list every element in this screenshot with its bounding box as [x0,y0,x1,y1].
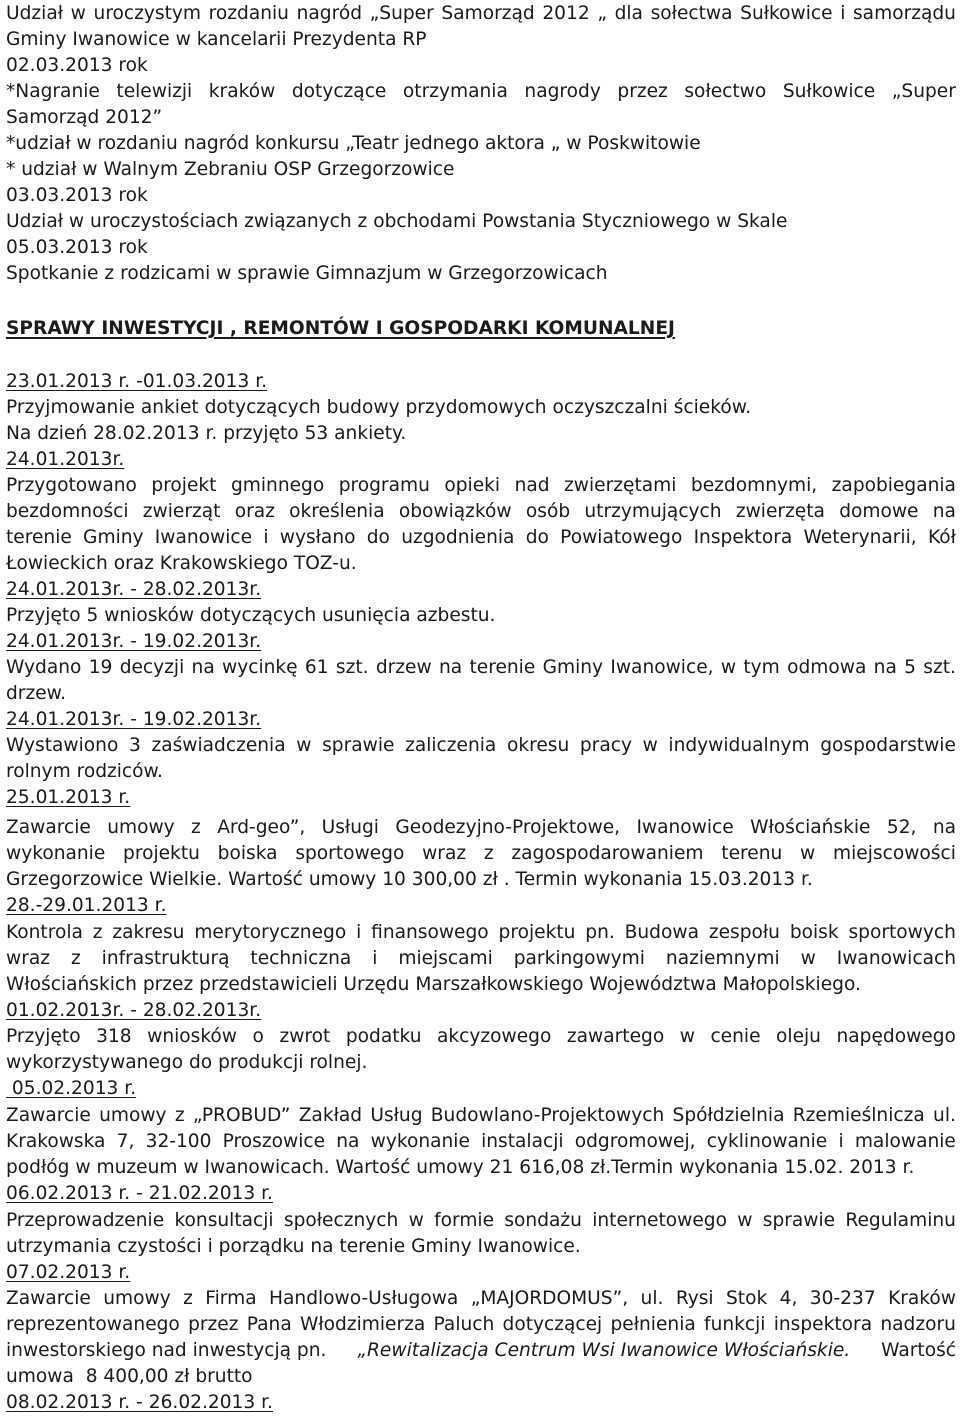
word: Samorząd [441,3,535,24]
word: Kół [927,527,956,548]
word: sportowych [848,922,956,943]
word: szt. [923,657,956,678]
word: Budowlano-Projektowych [430,1105,665,1126]
word: w [679,1026,695,1047]
word: sprawie [322,735,395,756]
word: zaliczenia [405,735,497,756]
word: Iwanowice [636,817,734,838]
entry-text [6,1103,956,1129]
word: Budowa [624,922,699,943]
word: 318 [96,1026,132,1047]
word: przez [617,81,668,102]
word: Geodezyjno-Projektowe, [395,817,621,838]
word: Iwanowicach [836,948,956,969]
word: instalacji [481,1131,564,1152]
word: sprawie [762,1210,836,1231]
word: Przygotowano [6,475,137,496]
word: w [642,735,658,756]
word: parkingowymi [513,948,645,969]
word: z [483,843,494,864]
entry-text: drzew. [6,683,67,704]
entry-date: 25.01.2013 r. [6,787,131,808]
entry-text [6,655,956,681]
word: sportowego [295,843,405,864]
word: internetowego [592,1210,727,1231]
word: Przeprowadzenie [6,1210,165,1231]
word: 7, [116,1131,135,1152]
word: cyklinowanie [706,1131,828,1152]
word: 52, [886,817,917,838]
word: dotyczącej [502,1314,603,1335]
word: projektu [123,843,200,864]
word: utrzymujących [584,501,722,522]
entry-text [6,525,956,551]
word: społecznych [283,1210,399,1231]
word: umowy [103,1288,171,1309]
word: 3 [128,735,141,756]
paragraph-line [6,1,956,27]
word: Włodzimierza [299,1314,426,1335]
word: „MAJORDOMUS”, [470,1288,629,1309]
word: na [873,657,897,678]
word: dotyczące [291,81,387,102]
word: Handlowo-Usługowa [269,1288,459,1309]
word: w [296,735,312,756]
word: bezdomnymi, [690,475,818,496]
entry-text [6,1129,956,1155]
word: „Super [369,3,434,24]
word: miejscami [398,948,493,969]
word: pn. [585,922,615,943]
word: 30-237 [809,1288,876,1309]
word: i [372,948,378,969]
word: Usługi [321,817,379,838]
word: wycinkę [222,657,298,678]
word: Gminy [83,527,144,548]
entry-date: 28.-29.01.2013 r. [6,895,167,916]
word: zwierzętami [564,475,677,496]
entry-date: 08.02.2013 r. - 26.02.2013 r. [6,1392,273,1413]
word: Kontrola [6,922,83,943]
word: „ [597,3,607,24]
paragraph-line [6,79,956,105]
paragraph-line: Samorząd 2012” [6,107,163,128]
word: Usług [370,1105,423,1126]
entry-text [6,473,956,499]
word: wniosków [147,1026,238,1047]
word: dla [614,3,643,24]
word: zwrot [279,1026,331,1047]
word: 61 [304,657,329,678]
entry-text [6,1338,956,1364]
word: Sułkowice [740,3,833,24]
word: Zakład [298,1105,363,1126]
word: bezdomności [6,501,129,522]
word: terenu [721,843,783,864]
paragraph-line: Spotkanie z rodzicami w sprawie Gimnazjum w Grzegorzowicach [6,263,608,284]
word: decyzji [119,657,185,678]
word: Włościańskie [750,817,871,838]
word: konsultacji [174,1210,274,1231]
word: terenie [469,657,536,678]
word: gospodarstwie [820,735,956,756]
entry-text: umowa 8 400,00 zł brutto [6,1366,253,1387]
word: malowanie [854,1131,956,1152]
word: szt. [335,657,369,678]
word: boiska [217,843,278,864]
word: przez [188,1314,239,1335]
word: na [932,817,956,838]
word: wraz [422,843,467,864]
word: uzgodnienia [401,527,515,548]
word: Sułkowice [782,81,876,102]
word: zawartego [566,1026,665,1047]
entry-date: 23.01.2013 r. -01.03.2013 r. [6,371,268,392]
entry-date: 24.01.2013r. - 19.02.2013r. [6,631,262,652]
entry-text: utrzymania czystości i porządku na terenie Gminy Iwanowice. [6,1236,581,1257]
word: w [408,1210,424,1231]
word: 5 [904,657,916,678]
word: Zawarcie [6,817,91,838]
word: ul. [640,1288,664,1309]
word: umowy [107,817,175,838]
word: zwierzęta [735,501,825,522]
word: w [70,3,86,24]
word: 2012 [542,3,590,24]
date-line: 05.03.2013 rok [6,237,148,258]
paragraph-line: Udział w uroczystościach związanych z obchodami Powstania Styczniowego w Skale [6,211,788,232]
entry-date: 06.02.2013 r. - 21.02.2013 r. [6,1183,273,1204]
word: Gminy [542,657,604,678]
entry-text-part: Wartość [875,1340,956,1361]
word: Wystawiono [6,735,119,756]
word: boisk [789,922,839,943]
entry-text: wykorzystywanego do produkcji rolnej. [6,1052,368,1073]
word: kraków [208,81,276,102]
word: gminnego [230,475,325,496]
word: uroczystym [93,3,202,24]
word: i [838,1131,844,1152]
word: Pana [246,1314,292,1335]
word: projekt [151,475,217,496]
word: zakresu [112,922,185,943]
word: i [356,922,362,943]
word: zaświadczenia [151,735,286,756]
word: ul. [933,1105,956,1126]
word: umowy [99,1105,167,1126]
entry-text [6,946,956,972]
entry-date: 05.02.2013 r. [6,1078,137,1099]
word: terenie [6,527,72,548]
paragraph-line: *udział w rozdaniu nagród konkursu „Teatr jednego aktora „ w Poskwitowie [6,133,701,154]
word: oraz [234,501,275,522]
word: akcyzowego [437,1026,552,1047]
word: 4, [779,1288,798,1309]
word: *Nagranie [6,81,100,102]
word: zapobiegania [831,475,956,496]
word: finansowego [371,922,489,943]
word: reprezentowanego [6,1314,180,1335]
word: do [525,527,549,548]
word: w [800,948,816,969]
word: wraz [6,948,51,969]
word: merytorycznego [194,922,347,943]
word: obowiązków [398,501,512,522]
word: Proszowice [222,1131,326,1152]
word: otrzymania [402,81,508,102]
word: Rzemieślnicza [792,1105,925,1126]
word: Przyjęto [6,1026,81,1047]
entry-text: podłóg w muzeum w Iwanowicach. Wartość umowy 21 616,08 zł.Termin wykonania 15.02. 2013 r. [6,1157,915,1178]
entry-text: Przyjmowanie ankiet dotyczących budowy przydomowych oczyszczalni ścieków. [6,397,752,418]
entry-text: rolnym rodziców. [6,761,163,782]
word: Firma [205,1288,257,1309]
word: techniczna [250,948,352,969]
word: w [737,1210,753,1231]
word: Zawarcie [6,1288,91,1309]
entry-text: Łowieckich oraz Krakowskiego TOZ-u. [6,553,357,574]
word: z [92,922,103,943]
word: wysłano [279,527,356,548]
word: w [720,657,737,678]
word: zwierząt [142,501,221,522]
word: Krakowska [6,1131,106,1152]
word: Udział [6,3,64,24]
entry-text [6,1024,956,1050]
entry-text: Włościańskich przez przedstawicieli Urzędu Marszałkowskiego Województwa Małopolskiego. [6,974,861,995]
word: i [263,527,269,548]
word: pełnienia [610,1314,696,1335]
entry-text [6,499,956,525]
word: wykonanie [370,1131,470,1152]
word: drzew [375,657,432,678]
date-line: 03.03.2013 rok [6,185,148,206]
word: pracy [579,735,632,756]
entry-text-part: inwestorskiego nad inwestycją pn. [6,1340,333,1361]
word: sołectwo [684,81,767,102]
entry-date: 24.01.2013r. - 28.02.2013r. [6,579,262,600]
word: Iwanowice [154,527,253,548]
word: 32-100 [145,1131,212,1152]
word: funkcji [704,1314,766,1335]
word: z [183,1288,193,1309]
word: inspektora [773,1314,873,1335]
word: sołectwa [650,3,733,24]
word: odgromowej, [574,1131,696,1152]
word: domowe [839,501,919,522]
word: naziemnymi [665,948,780,969]
word: zespołu [708,922,780,943]
word: telewizji [116,81,193,102]
project-title: „Rewitalizacja Centrum Wsi Iwanowice Włościańskie. [357,1340,851,1361]
word: nad [514,475,550,496]
entry-text [6,841,956,867]
word: na [439,657,463,678]
word: infrastrukturą [101,948,230,969]
word: Weterynarii, [803,527,917,548]
word: formie [434,1210,495,1231]
entry-text [6,733,956,759]
word: wykonanie [6,843,106,864]
word: indywidualnym [668,735,810,756]
word: do [366,527,390,548]
paragraph-line: * udział w Walnym Zebraniu OSP Grzegorzowice [6,159,455,180]
word: odmowa [787,657,867,678]
word: Paluch [433,1314,495,1335]
word: z [70,948,81,969]
word: o [252,1026,264,1047]
word: projektu [498,922,576,943]
word: tym [743,657,780,678]
entry-date: 07.02.2013 r. [6,1262,131,1283]
word: Wydano [6,657,82,678]
entry-text: Przyjęto 5 wniosków dotyczących usunięcia azbestu. [6,605,496,626]
word: z [174,1105,185,1126]
word: Ard-geo”, [217,817,306,838]
entry-text: Grzegorzowice Wielkie. Wartość umowy 10 300,00 zł . Termin wykonania 15.03.2013 r. [6,869,813,890]
word: miejscowości [833,843,956,864]
word: określenia [289,501,385,522]
word: Zawarcie [6,1105,91,1126]
word: nadzoru [880,1314,956,1335]
word: z [191,817,201,838]
word: Stok [725,1288,768,1309]
word: Rysi [675,1288,714,1309]
word: samorządu [853,3,956,24]
paragraph-line: Gminy Iwanowice w kancelarii Prezydenta RP [6,29,427,50]
word: cenie [710,1026,761,1047]
word: napędowego [836,1026,956,1047]
word: Regulaminu [845,1210,956,1231]
entry-text [6,1286,956,1312]
word: na [336,1131,360,1152]
word: osób [525,501,571,522]
word: nagrody [524,81,601,102]
word: „PROBUD” [192,1105,291,1126]
entry-text [6,920,956,946]
word: na [191,657,215,678]
word: oleju [776,1026,821,1047]
word: programu [338,475,430,496]
entry-date: 24.01.2013r. - 19.02.2013r. [6,709,262,730]
word: okresu [506,735,570,756]
word: Powiatowego [560,527,683,548]
word: podatku [345,1026,422,1047]
word: Spółdzielnia [672,1105,785,1126]
word: opieki [444,475,501,496]
word: nagród [296,3,363,24]
entry-date: 24.01.2013r. [6,449,125,470]
entry-text [6,1312,956,1338]
word: 19 [88,657,113,678]
word: Kraków [888,1288,956,1309]
word: zagospodarowaniem [511,843,704,864]
date-line: 02.03.2013 rok [6,55,148,76]
word: „Super [891,81,956,102]
entry-text [6,815,956,841]
word: Inspektora [693,527,793,548]
section-heading: SPRAWY INWESTYCJI , REMONTÓW I GOSPODARKI KOMUNALNEJ [6,318,675,339]
entry-text: Na dzień 28.02.2013 r. przyjęto 53 ankiety. [6,423,407,444]
word: sondażu [504,1210,582,1231]
word: rozdaniu [208,3,289,24]
entry-text [6,1208,956,1234]
word: w [800,843,816,864]
word: Iwanowice, [610,657,714,678]
word: na [932,501,956,522]
word: i [840,3,846,24]
entry-date: 01.02.2013r. - 28.02.2013r. [6,1000,262,1021]
